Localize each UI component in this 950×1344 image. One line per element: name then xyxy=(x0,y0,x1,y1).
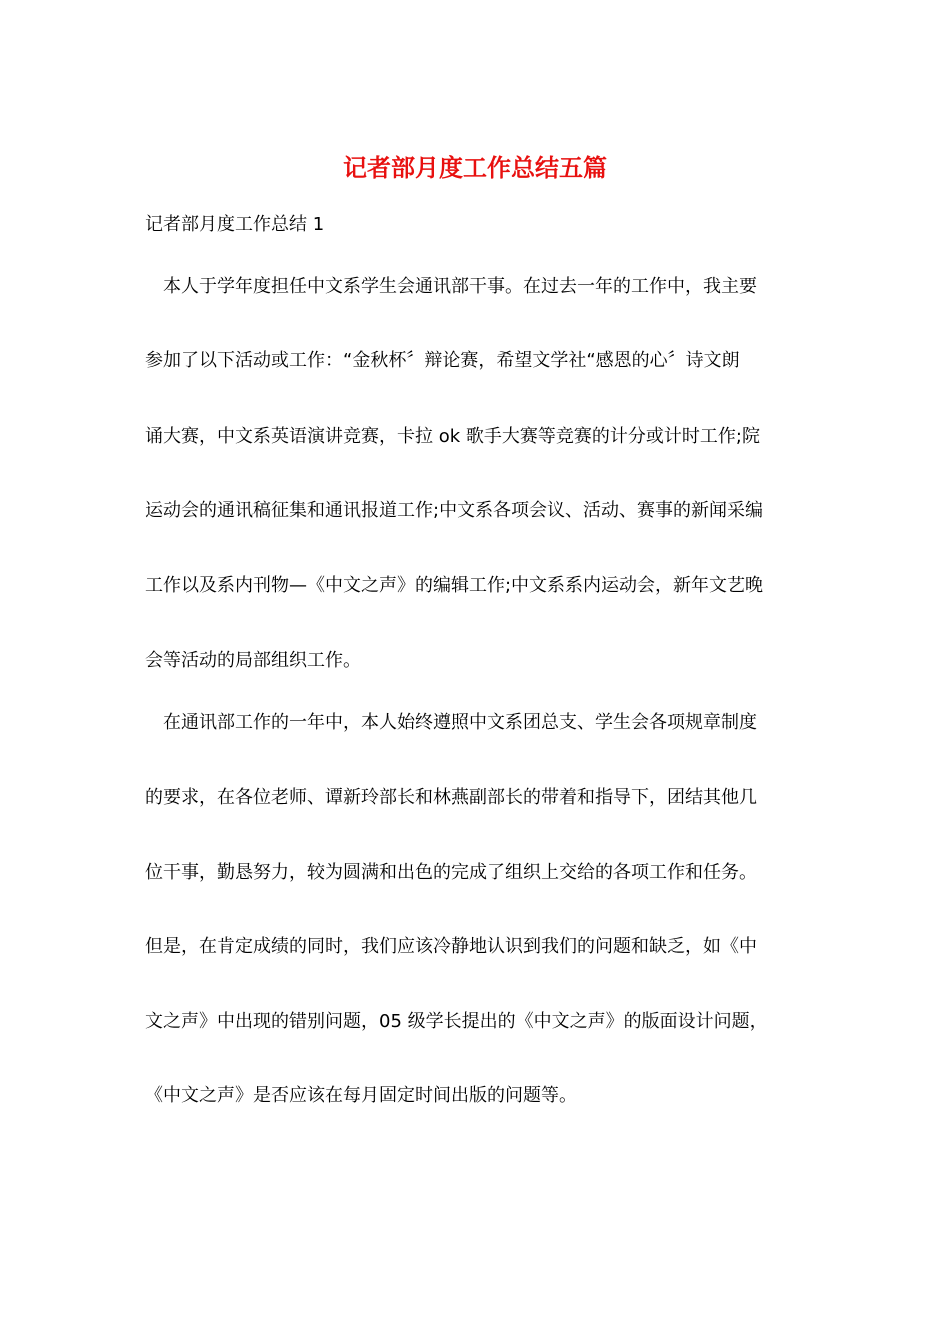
document-title: 记者部月度工作总结五篇 xyxy=(343,154,607,182)
section-heading: 记者部月度工作总结 1 xyxy=(145,214,325,235)
paragraph-line: 《中文之声》是否应该在每月固定时间出版的问题等。 xyxy=(145,1085,577,1106)
paragraph-line: 会等活动的局部组织工作。 xyxy=(145,650,361,671)
paragraph-line: 参加了以下活动或工作：“金秋杯〞辩论赛，希望文学社“感恩的心〞诗文朗 xyxy=(145,350,740,371)
paragraph-line: 的要求，在各位老师、谭新玲部长和林燕副部长的带着和指导下，团结其他几 xyxy=(145,787,757,808)
paragraph-line: 位干事，勤恳努力，较为圆满和出色的完成了组织上交给的各项工作和任务。 xyxy=(145,862,757,883)
paragraph-line: 文之声》中出现的错别问题，05 级学长提出的《中文之声》的版面设计问题， xyxy=(145,1011,768,1032)
paragraph-line: 但是，在肯定成绩的同时，我们应该冷静地认识到我们的问题和缺乏，如《中 xyxy=(145,936,757,957)
paragraph-line: 工作以及系内刊物—《中文之声》的编辑工作;中文系系内运动会，新年文艺晚 xyxy=(145,575,764,596)
paragraph-line: 在通讯部工作的一年中，本人始终遵照中文系团总支、学生会各项规章制度 xyxy=(163,712,757,733)
paragraph-line: 本人于学年度担任中文系学生会通讯部干事。在过去一年的工作中，我主要 xyxy=(163,276,757,297)
paragraph-line: 诵大赛，中文系英语演讲竞赛，卡拉 ok 歌手大赛等竞赛的计分或计时工作;院 xyxy=(145,426,760,447)
paragraph-line: 运动会的通讯稿征集和通讯报道工作;中文系各项会议、活动、赛事的新闻采编 xyxy=(145,500,764,521)
